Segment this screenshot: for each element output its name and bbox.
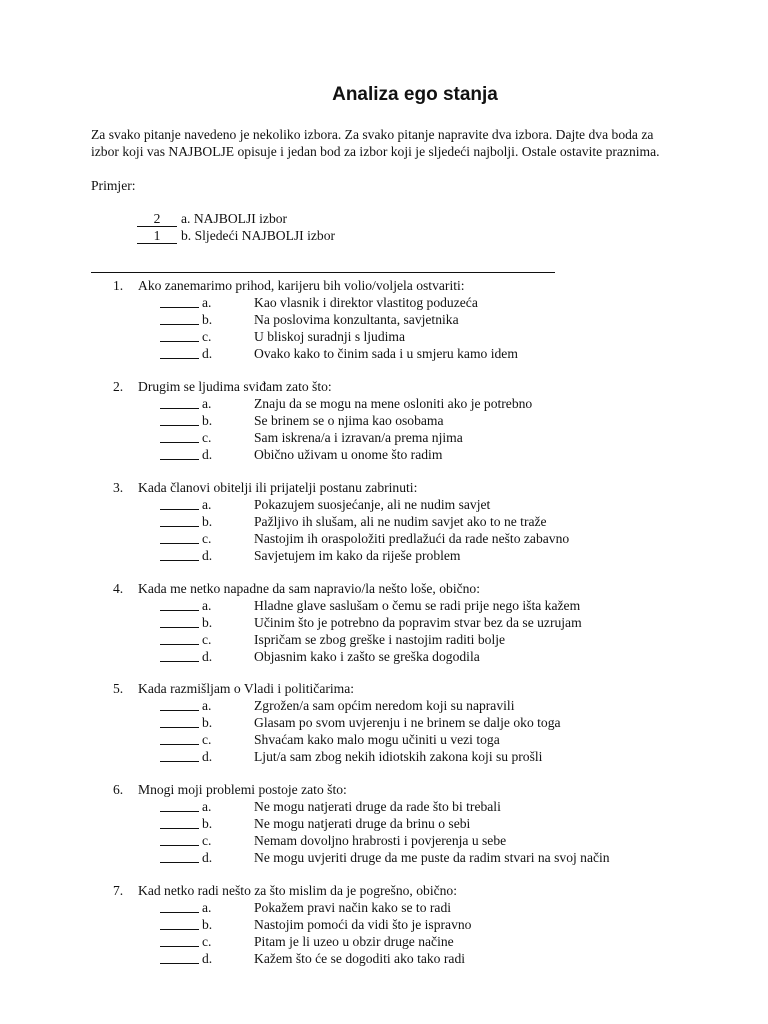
option-text: Ne mogu natjerati druge da brinu o sebi [254, 816, 471, 831]
question-text: Kad netko radi nešto za što mislim da je pogrešno, obično: [138, 883, 458, 898]
score-blank[interactable] [160, 951, 199, 964]
option-text: Nastojim pomoći da vidi što je ispravno [254, 917, 472, 932]
option-letter: a. [202, 598, 212, 613]
question-stem [0, 580, 768, 597]
option-text: Nastojim ih oraspoložiti predlažući da rade nešto zabavno [254, 531, 570, 546]
answer-option [0, 832, 768, 849]
question-1 [0, 277, 768, 362]
answer-option [0, 597, 768, 614]
score-blank[interactable] [160, 447, 199, 460]
question-stem [0, 277, 768, 294]
question-text: Mnogi moji problemi postoje zato što: [138, 782, 347, 797]
question-number: 2. [113, 379, 124, 394]
score-blank[interactable] [160, 749, 199, 762]
option-letter: d. [202, 649, 213, 664]
question-stem [0, 781, 768, 798]
score-blank[interactable] [160, 430, 199, 443]
option-letter: b. [202, 413, 213, 428]
question-stem [0, 378, 768, 395]
answer-option [0, 849, 768, 866]
option-letter: d. [202, 850, 213, 865]
option-letter: c. [202, 732, 212, 747]
option-text: Nemam dovoljno hrabrosti i povjerenja u sebe [254, 833, 507, 848]
option-letter: c. [202, 934, 212, 949]
option-text: Pitam je li uzeo u obzir druge načine [254, 934, 454, 949]
option-text: Ne mogu uvjeriti druge da me puste da radim stvari na svoj način [254, 850, 610, 865]
score-blank[interactable] [160, 312, 199, 325]
score-blank[interactable] [160, 531, 199, 544]
score-blank[interactable] [160, 632, 199, 645]
question-text: Drugim se ljudima sviđam zato što: [138, 379, 332, 394]
option-text: Na poslovima konzultanta, savjetnika [254, 312, 459, 327]
answer-option [0, 513, 768, 530]
question-7 [0, 882, 768, 967]
answer-option [0, 311, 768, 328]
option-text: Pokažem pravi način kako se to radi [254, 900, 452, 915]
score-blank[interactable] [160, 732, 199, 745]
answer-option [0, 631, 768, 648]
divider-line [91, 272, 555, 273]
option-text: Kao vlasnik i direktor vlastitog poduzeća [254, 295, 478, 310]
option-text: Učinim što je potrebno da popravim stvar bez da se uzrujam [254, 615, 582, 630]
option-letter: d. [202, 749, 213, 764]
answer-option [0, 697, 768, 714]
option-text: Ljut/a sam zbog nekih idiotskih zakona koji su prošli [254, 749, 543, 764]
score-blank[interactable] [160, 396, 199, 409]
option-text: Ispričam se zbog greške i nastojim raditi bolje [254, 632, 506, 647]
option-text: U bliskoj suradnji s ljudima [254, 329, 406, 344]
option-letter: b. [202, 816, 213, 831]
option-text: Savjetujem im kako da riješe problem [254, 548, 461, 563]
question-number: 7. [113, 883, 124, 898]
option-letter: c. [202, 632, 212, 647]
question-number: 1. [113, 278, 124, 293]
answer-option [0, 429, 768, 446]
answer-option [0, 916, 768, 933]
option-text: Shvaćam kako malo mogu učiniti u vezi toga [254, 732, 500, 747]
answer-option [0, 412, 768, 429]
answer-option [0, 950, 768, 967]
answer-option [0, 899, 768, 916]
answer-option [0, 547, 768, 564]
option-text: Znaju da se mogu na mene osloniti ako je potrebno [254, 396, 533, 411]
score-blank[interactable] [160, 548, 199, 561]
answer-option [0, 496, 768, 513]
option-letter: c. [202, 430, 212, 445]
option-letter: d. [202, 346, 213, 361]
question-number: 3. [113, 480, 124, 495]
option-text: Obično uživam u onome što radim [254, 447, 443, 462]
question-5 [0, 680, 768, 765]
example-text: a. NAJBOLJI izbor [181, 211, 288, 226]
option-letter: c. [202, 833, 212, 848]
answer-option [0, 446, 768, 463]
score-blank[interactable] [160, 917, 199, 930]
question-3 [0, 479, 768, 564]
score-blank[interactable] [160, 514, 199, 527]
option-text: Pokazujem suosjećanje, ali ne nudim savjet [254, 497, 491, 512]
instructions-line-2: izbor koji vas NAJBOLJE opisuje i jedan bod za izbor koji je sljedeći najbolji. Ostale ostavite praznima. [91, 144, 660, 159]
option-text: Glasam po svom uvjerenju i ne brinem se dalje oko toga [254, 715, 561, 730]
score-blank[interactable] [160, 816, 199, 829]
option-letter: d. [202, 951, 213, 966]
option-text: Se brinem se o njima kao osobama [254, 413, 444, 428]
option-letter: a. [202, 295, 212, 310]
score-blank[interactable] [160, 900, 199, 913]
question-4 [0, 580, 768, 665]
answer-option [0, 328, 768, 345]
option-letter: a. [202, 396, 212, 411]
question-number: 4. [113, 581, 124, 596]
question-stem [0, 479, 768, 496]
answer-option [0, 748, 768, 765]
question-text: Kada članovi obitelji ili prijatelji postanu zabrinuti: [138, 480, 418, 495]
option-letter: a. [202, 698, 212, 713]
score-blank[interactable] [160, 799, 199, 812]
answer-option [0, 345, 768, 362]
option-letter: c. [202, 531, 212, 546]
option-letter: d. [202, 447, 213, 462]
instructions-line-1: Za svako pitanje navedeno je nekoliko izbora. Za svako pitanje napravite dva izbora. Dajte dva boda za [91, 127, 654, 142]
option-letter: a. [202, 799, 212, 814]
page-title: Analiza ego stanja [332, 84, 498, 105]
score-blank[interactable] [160, 413, 199, 426]
question-number: 6. [113, 782, 124, 797]
question-text: Ako zanemarimo prihod, karijeru bih volio/voljela ostvariti: [138, 278, 465, 293]
example-score: 1 [137, 229, 177, 244]
question-stem [0, 680, 768, 697]
option-letter: b. [202, 715, 213, 730]
option-letter: b. [202, 312, 213, 327]
score-blank[interactable] [160, 833, 199, 846]
instructions [91, 126, 751, 160]
option-text: Zgrožen/a sam općim neredom koji su napravili [254, 698, 515, 713]
question-6 [0, 781, 768, 866]
option-text: Ne mogu natjerati druge da rade što bi trebali [254, 799, 501, 814]
option-letter: b. [202, 514, 213, 529]
answer-option [0, 530, 768, 547]
score-blank[interactable] [160, 497, 199, 510]
score-blank[interactable] [160, 934, 199, 947]
question-stem [0, 882, 768, 899]
question-2 [0, 378, 768, 463]
answer-option [0, 395, 768, 412]
option-letter: a. [202, 497, 212, 512]
option-letter: d. [202, 548, 213, 563]
option-text: Objasnim kako i zašto se greška dogodila [254, 649, 480, 664]
score-blank[interactable] [160, 698, 199, 711]
option-text: Hladne glave saslušam o čemu se radi prije nego išta kažem [254, 598, 581, 613]
question-number: 5. [113, 681, 124, 696]
answer-option [0, 933, 768, 950]
answer-option [0, 731, 768, 748]
option-letter: c. [202, 329, 212, 344]
score-blank[interactable] [160, 329, 199, 342]
score-blank[interactable] [160, 295, 199, 308]
score-blank[interactable] [160, 598, 199, 611]
question-text: Kada me netko napadne da sam napravio/la nešto loše, obično: [138, 581, 481, 596]
score-blank[interactable] [160, 346, 199, 359]
example-row-best [137, 210, 287, 227]
option-letter: a. [202, 900, 212, 915]
example-text: b. Sljedeći NAJBOLJI izbor [181, 228, 336, 243]
score-blank[interactable] [160, 715, 199, 728]
example-row-next [137, 227, 335, 244]
question-text: Kada razmišljam o Vladi i političarima: [138, 681, 355, 696]
option-text: Kažem što će se dogoditi ako tako radi [254, 951, 466, 966]
answer-option [0, 614, 768, 631]
option-text: Ovako kako to činim sada i u smjeru kamo idem [254, 346, 518, 361]
option-letter: b. [202, 917, 213, 932]
option-text: Sam iskrena/a i izravan/a prema njima [254, 430, 463, 445]
example-score: 2 [137, 212, 177, 227]
option-letter: b. [202, 615, 213, 630]
answer-option [0, 798, 768, 815]
answer-option [0, 294, 768, 311]
score-blank[interactable] [160, 615, 199, 628]
example-label: Primjer: [91, 178, 136, 193]
answer-option [0, 648, 768, 665]
answer-option [0, 815, 768, 832]
score-blank[interactable] [160, 850, 199, 863]
answer-option [0, 714, 768, 731]
option-text: Pažljivo ih slušam, ali ne nudim savjet ako to ne traže [254, 514, 547, 529]
score-blank[interactable] [160, 649, 199, 662]
